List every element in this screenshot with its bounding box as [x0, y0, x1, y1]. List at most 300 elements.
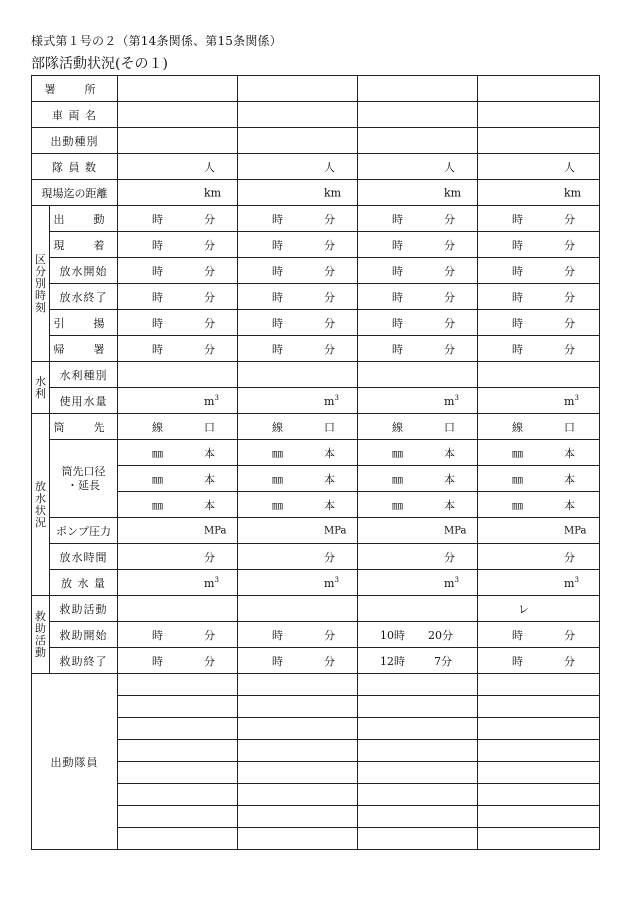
unit-hour: 時: [512, 238, 523, 252]
unit-m3: $m^3$: [324, 575, 339, 590]
row-crew-members: [32, 740, 600, 762]
unit-mm: ㎜: [272, 446, 283, 460]
unit-minute: 分: [204, 342, 215, 356]
label-pump-pressure: ポンプ圧力: [50, 518, 118, 544]
spray-time-cell[interactable]: [118, 544, 238, 570]
rescue-activity-cell[interactable]: [118, 596, 238, 622]
unit-minute: 分: [444, 342, 455, 356]
unit-hour: 時: [272, 342, 283, 356]
water-type-cell[interactable]: [478, 362, 600, 388]
label-dispatch-type: 出動種別: [32, 128, 118, 154]
spray-time-cell[interactable]: [478, 544, 600, 570]
crew-count-cell[interactable]: [118, 154, 238, 180]
label-nozzle-bore: 筒先口径 ・延長: [50, 440, 118, 518]
unit-hour: 時: [512, 316, 523, 330]
unit-minute: 分: [204, 654, 215, 668]
crew-cell[interactable]: [238, 806, 358, 828]
unit-mpa: MPa: [564, 525, 587, 536]
unit-m3: $m^3$: [204, 393, 219, 408]
unit-hour: 時: [272, 238, 283, 252]
unit-hour: 時: [152, 290, 163, 304]
time-cell[interactable]: [238, 310, 358, 336]
unit-count: 本: [324, 446, 335, 460]
bore-cell[interactable]: [358, 492, 478, 518]
unit-hour: 時: [512, 212, 523, 226]
row-time-withdraw: [32, 310, 600, 336]
label-time-arrival: 現 着: [50, 232, 118, 258]
unit-hour: 時: [512, 290, 523, 304]
dispatch-type-cell[interactable]: [478, 128, 600, 154]
unit-minute: 分: [324, 316, 335, 330]
unit-minute: 分: [444, 238, 455, 252]
crew-count-cell[interactable]: [478, 154, 600, 180]
distance-cell[interactable]: [238, 180, 358, 206]
rescue-start-cell[interactable]: [478, 622, 600, 648]
crew-cell[interactable]: [478, 718, 600, 740]
row-time-spray-start: [32, 258, 600, 284]
label-time-spray-start: 放水開始: [50, 258, 118, 284]
unit-mm: ㎜: [152, 498, 163, 512]
unit-person: 人: [564, 160, 575, 174]
unit-count: 本: [564, 446, 575, 460]
unit-hour: 時: [272, 654, 283, 668]
unit-km: km: [564, 186, 582, 199]
crew-cell[interactable]: [238, 762, 358, 784]
unit-hour: 時: [152, 316, 163, 330]
water-type-cell[interactable]: [358, 362, 478, 388]
crew-cell[interactable]: [478, 828, 600, 850]
unit-hour: 時: [392, 342, 403, 356]
unit-hour: 時: [272, 628, 283, 642]
time-cell[interactable]: [358, 284, 478, 310]
row-spray-amount: [32, 570, 600, 596]
unit-count: 本: [204, 446, 215, 460]
row-crew-members: [32, 828, 600, 850]
unit-minute: 分: [324, 550, 335, 564]
spray-amount-cell[interactable]: [358, 570, 478, 596]
unit-hour: 時: [152, 628, 163, 642]
value-hour: 10時: [380, 628, 405, 642]
row-nozzle: [32, 414, 600, 440]
rescue-end-cell[interactable]: [118, 648, 238, 674]
row-crew-count: [32, 154, 600, 180]
crew-cell[interactable]: [358, 762, 478, 784]
unit-m3: $m^3$: [204, 575, 219, 590]
water-used-cell[interactable]: [238, 388, 358, 414]
time-cell[interactable]: [358, 232, 478, 258]
label-water-group: 水 利: [32, 362, 50, 414]
bore-cell[interactable]: [118, 440, 238, 466]
unit-person: 人: [324, 160, 335, 174]
label-water-type: 水利種別: [50, 362, 118, 388]
row-nozzle-bore-1: [32, 440, 600, 466]
crew-cell[interactable]: [118, 784, 238, 806]
unit-mouth: 口: [564, 420, 575, 434]
row-dispatch-type: [32, 128, 600, 154]
label-time-withdraw: 引 揚: [50, 310, 118, 336]
unit-line: 線: [512, 420, 523, 434]
time-cell[interactable]: [358, 206, 478, 232]
unit-count: 本: [204, 498, 215, 512]
activity-form-table: [31, 75, 600, 850]
unit-count: 本: [444, 498, 455, 512]
spray-amount-cell[interactable]: [118, 570, 238, 596]
label-rescue-start: 救助開始: [50, 622, 118, 648]
dispatch-type-cell[interactable]: [118, 128, 238, 154]
label-time-spray-end: 放水終了: [50, 284, 118, 310]
rescue-end-cell[interactable]: [478, 648, 600, 674]
time-cell[interactable]: [238, 258, 358, 284]
unit-mm: ㎜: [512, 446, 523, 460]
unit-minute: 分: [564, 628, 575, 642]
bore-cell[interactable]: [118, 492, 238, 518]
row-crew-members: [32, 696, 600, 718]
unit-count: 本: [564, 498, 575, 512]
unit-m3: $m^3$: [564, 575, 579, 590]
crew-count-cell[interactable]: [238, 154, 358, 180]
time-cell[interactable]: [478, 232, 600, 258]
row-rescue-start: [32, 622, 600, 648]
unit-minute: 分: [564, 342, 575, 356]
unit-minute: 分: [324, 264, 335, 278]
unit-m3: $m^3$: [324, 393, 339, 408]
row-nozzle-bore-2: [32, 466, 600, 492]
unit-mpa: MPa: [204, 525, 227, 536]
time-cell[interactable]: [238, 232, 358, 258]
time-cell[interactable]: [478, 258, 600, 284]
row-station: [32, 76, 600, 102]
crew-cell[interactable]: [118, 674, 238, 696]
unit-count: 本: [564, 472, 575, 486]
row-pump-pressure: [32, 518, 600, 544]
bore-cell[interactable]: [478, 466, 600, 492]
unit-minute: 分: [444, 264, 455, 278]
unit-minute: 分: [564, 550, 575, 564]
label-crew-members: 出動隊員: [32, 674, 118, 850]
unit-minute: 分: [204, 628, 215, 642]
crew-cell[interactable]: [358, 740, 478, 762]
bore-cell[interactable]: [238, 492, 358, 518]
row-rescue-end: [32, 648, 600, 674]
time-cell[interactable]: [358, 258, 478, 284]
bore-cell[interactable]: [118, 466, 238, 492]
unit-count: 本: [324, 498, 335, 512]
form-number: 様式第１号の２（第14条関係、第15条関係）: [31, 34, 282, 48]
distance-cell[interactable]: [478, 180, 600, 206]
unit-hour: 時: [512, 628, 523, 642]
nozzle-cell[interactable]: [238, 414, 358, 440]
time-cell[interactable]: [358, 336, 478, 362]
station-cell[interactable]: [238, 76, 358, 102]
time-cell[interactable]: [238, 284, 358, 310]
row-crew-members: [32, 806, 600, 828]
row-crew-members: [32, 718, 600, 740]
time-cell[interactable]: [478, 336, 600, 362]
check-mark: レ: [518, 602, 529, 616]
water-type-cell[interactable]: [118, 362, 238, 388]
unit-minute: 分: [564, 290, 575, 304]
station-cell[interactable]: [118, 76, 238, 102]
crew-cell[interactable]: [238, 718, 358, 740]
vehicle-cell[interactable]: [358, 102, 478, 128]
unit-mm: ㎜: [392, 472, 403, 486]
time-cell[interactable]: [118, 206, 238, 232]
crew-cell[interactable]: [118, 806, 238, 828]
unit-count: 本: [324, 472, 335, 486]
time-cell[interactable]: [478, 284, 600, 310]
rescue-activity-cell[interactable]: [358, 596, 478, 622]
unit-minute: 分: [444, 550, 455, 564]
unit-minute: 分: [564, 316, 575, 330]
unit-minute: 分: [204, 316, 215, 330]
pressure-cell[interactable]: [478, 518, 600, 544]
unit-km: km: [204, 186, 222, 199]
nozzle-cell[interactable]: [118, 414, 238, 440]
row-water-type: [32, 362, 600, 388]
rescue-start-cell[interactable]: [118, 622, 238, 648]
value-minute: 20分: [428, 628, 453, 642]
unit-mm: ㎜: [392, 498, 403, 512]
crew-cell[interactable]: [238, 784, 358, 806]
crew-cell[interactable]: [358, 674, 478, 696]
label-vehicle: 車 両 名: [32, 102, 118, 128]
crew-cell[interactable]: [358, 696, 478, 718]
label-spray-time: 放水時間: [50, 544, 118, 570]
crew-cell[interactable]: [478, 762, 600, 784]
unit-mouth: 口: [324, 420, 335, 434]
dispatch-type-cell[interactable]: [358, 128, 478, 154]
bore-cell[interactable]: [358, 466, 478, 492]
time-cell[interactable]: [238, 336, 358, 362]
water-type-cell[interactable]: [238, 362, 358, 388]
label-time-dispatch: 出 動: [50, 206, 118, 232]
unit-minute: 分: [324, 212, 335, 226]
unit-hour: 時: [512, 654, 523, 668]
unit-hour: 時: [152, 238, 163, 252]
time-cell[interactable]: [118, 284, 238, 310]
crew-cell[interactable]: [478, 696, 600, 718]
unit-hour: 時: [392, 316, 403, 330]
row-crew-members: [32, 674, 600, 696]
row-water-used: [32, 388, 600, 414]
row-time-return: [32, 336, 600, 362]
unit-hour: 時: [272, 316, 283, 330]
bore-cell[interactable]: [238, 466, 358, 492]
unit-hour: 時: [392, 212, 403, 226]
pressure-cell[interactable]: [118, 518, 238, 544]
water-used-cell[interactable]: [358, 388, 478, 414]
crew-cell[interactable]: [238, 696, 358, 718]
time-cell[interactable]: [118, 258, 238, 284]
crew-cell[interactable]: [358, 828, 478, 850]
unit-minute: 分: [324, 628, 335, 642]
unit-mm: ㎜: [512, 498, 523, 512]
label-station: 署 所: [32, 76, 118, 102]
crew-cell[interactable]: [118, 718, 238, 740]
crew-cell[interactable]: [118, 696, 238, 718]
row-time-spray-end: [32, 284, 600, 310]
crew-cell[interactable]: [238, 674, 358, 696]
crew-cell[interactable]: [478, 784, 600, 806]
unit-mm: ㎜: [272, 498, 283, 512]
crew-cell[interactable]: [358, 718, 478, 740]
crew-cell[interactable]: [358, 784, 478, 806]
row-spray-time: [32, 544, 600, 570]
rescue-end-cell[interactable]: [358, 648, 478, 674]
spray-time-cell[interactable]: [238, 544, 358, 570]
unit-line: 線: [272, 420, 283, 434]
unit-mm: ㎜: [152, 446, 163, 460]
unit-mpa: MPa: [324, 525, 347, 536]
unit-m3: $m^3$: [444, 575, 459, 590]
unit-minute: 分: [324, 654, 335, 668]
unit-mouth: 口: [444, 420, 455, 434]
row-vehicle: [32, 102, 600, 128]
pressure-cell[interactable]: [238, 518, 358, 544]
unit-minute: 分: [204, 212, 215, 226]
value-hour: 12時: [380, 654, 405, 668]
unit-hour: 時: [152, 212, 163, 226]
unit-mm: ㎜: [152, 472, 163, 486]
spray-amount-cell[interactable]: [238, 570, 358, 596]
label-time-return: 帰 署: [50, 336, 118, 362]
vehicle-cell[interactable]: [118, 102, 238, 128]
label-time-group: 区 分 別 時 刻: [32, 206, 50, 362]
unit-m3: $m^3$: [444, 393, 459, 408]
label-rescue-end: 救助終了: [50, 648, 118, 674]
row-distance: [32, 180, 600, 206]
unit-minute: 分: [564, 212, 575, 226]
value-minute: 7分: [434, 654, 452, 668]
time-cell[interactable]: [358, 310, 478, 336]
rescue-start-cell[interactable]: [358, 622, 478, 648]
crew-cell[interactable]: [478, 806, 600, 828]
unit-minute: 分: [444, 316, 455, 330]
water-used-cell[interactable]: [478, 388, 600, 414]
unit-hour: 時: [392, 264, 403, 278]
nozzle-cell[interactable]: [358, 414, 478, 440]
nozzle-cell[interactable]: [478, 414, 600, 440]
label-water-used: 使用水量: [50, 388, 118, 414]
station-cell[interactable]: [478, 76, 600, 102]
crew-cell[interactable]: [358, 806, 478, 828]
rescue-activity-cell[interactable]: [238, 596, 358, 622]
row-crew-members: [32, 784, 600, 806]
vehicle-cell[interactable]: [478, 102, 600, 128]
unit-minute: 分: [444, 212, 455, 226]
rescue-activity-cell[interactable]: [478, 596, 600, 622]
station-cell[interactable]: [358, 76, 478, 102]
label-nozzle: 筒 先: [50, 414, 118, 440]
unit-line: 線: [152, 420, 163, 434]
unit-minute: 分: [204, 550, 215, 564]
bore-cell[interactable]: [238, 440, 358, 466]
unit-hour: 時: [272, 264, 283, 278]
dispatch-type-cell[interactable]: [238, 128, 358, 154]
time-cell[interactable]: [118, 310, 238, 336]
unit-minute: 分: [324, 238, 335, 252]
crew-count-cell[interactable]: [358, 154, 478, 180]
vehicle-cell[interactable]: [238, 102, 358, 128]
unit-hour: 時: [152, 654, 163, 668]
crew-cell[interactable]: [118, 762, 238, 784]
unit-minute: 分: [204, 238, 215, 252]
unit-minute: 分: [204, 264, 215, 278]
pressure-cell[interactable]: [358, 518, 478, 544]
crew-cell[interactable]: [478, 674, 600, 696]
bore-cell[interactable]: [478, 440, 600, 466]
water-used-cell[interactable]: [118, 388, 238, 414]
unit-hour: 時: [272, 212, 283, 226]
label-spray-amount: 放 水 量: [50, 570, 118, 596]
unit-hour: 時: [512, 264, 523, 278]
row-crew-members: [32, 762, 600, 784]
label-distance: 現場迄の距離: [32, 180, 118, 206]
crew-cell[interactable]: [118, 828, 238, 850]
unit-mouth: 口: [204, 420, 215, 434]
crew-cell[interactable]: [238, 828, 358, 850]
time-cell[interactable]: [478, 310, 600, 336]
unit-minute: 分: [444, 290, 455, 304]
unit-mm: ㎜: [272, 472, 283, 486]
crew-cell[interactable]: [238, 740, 358, 762]
unit-minute: 分: [564, 238, 575, 252]
unit-minute: 分: [204, 290, 215, 304]
time-cell[interactable]: [478, 206, 600, 232]
unit-hour: 時: [152, 264, 163, 278]
unit-minute: 分: [324, 342, 335, 356]
rescue-start-cell[interactable]: [238, 622, 358, 648]
rescue-end-cell[interactable]: [238, 648, 358, 674]
label-rescue-group: 救 助 活 動: [32, 596, 50, 674]
time-cell[interactable]: [118, 336, 238, 362]
unit-hour: 時: [152, 342, 163, 356]
unit-m3: $m^3$: [564, 393, 579, 408]
unit-count: 本: [204, 472, 215, 486]
unit-minute: 分: [564, 264, 575, 278]
bore-cell[interactable]: [478, 492, 600, 518]
crew-cell[interactable]: [478, 740, 600, 762]
label-crew-count: 隊 員 数: [32, 154, 118, 180]
row-time-arrival: [32, 232, 600, 258]
unit-person: 人: [444, 160, 455, 174]
label-spray-group: 放 水 状 況: [32, 414, 50, 596]
time-cell[interactable]: [238, 206, 358, 232]
unit-km: km: [324, 186, 342, 199]
distance-cell[interactable]: [358, 180, 478, 206]
spray-time-cell[interactable]: [358, 544, 478, 570]
unit-count: 本: [444, 446, 455, 460]
unit-hour: 時: [392, 290, 403, 304]
unit-hour: 時: [272, 290, 283, 304]
row-time-dispatch: [32, 206, 600, 232]
spray-amount-cell[interactable]: [478, 570, 600, 596]
unit-hour: 時: [512, 342, 523, 356]
row-rescue-activity: [32, 596, 600, 622]
time-cell[interactable]: [118, 232, 238, 258]
label-rescue-activity: 救助活動: [50, 596, 118, 622]
unit-hour: 時: [392, 238, 403, 252]
unit-line: 線: [392, 420, 403, 434]
form-title: 部隊活動状況(その１): [31, 56, 168, 72]
unit-km: km: [444, 186, 462, 199]
unit-mpa: MPa: [444, 525, 467, 536]
unit-mm: ㎜: [392, 446, 403, 460]
bore-cell[interactable]: [358, 440, 478, 466]
distance-cell[interactable]: [118, 180, 238, 206]
unit-minute: 分: [564, 654, 575, 668]
crew-cell[interactable]: [118, 740, 238, 762]
